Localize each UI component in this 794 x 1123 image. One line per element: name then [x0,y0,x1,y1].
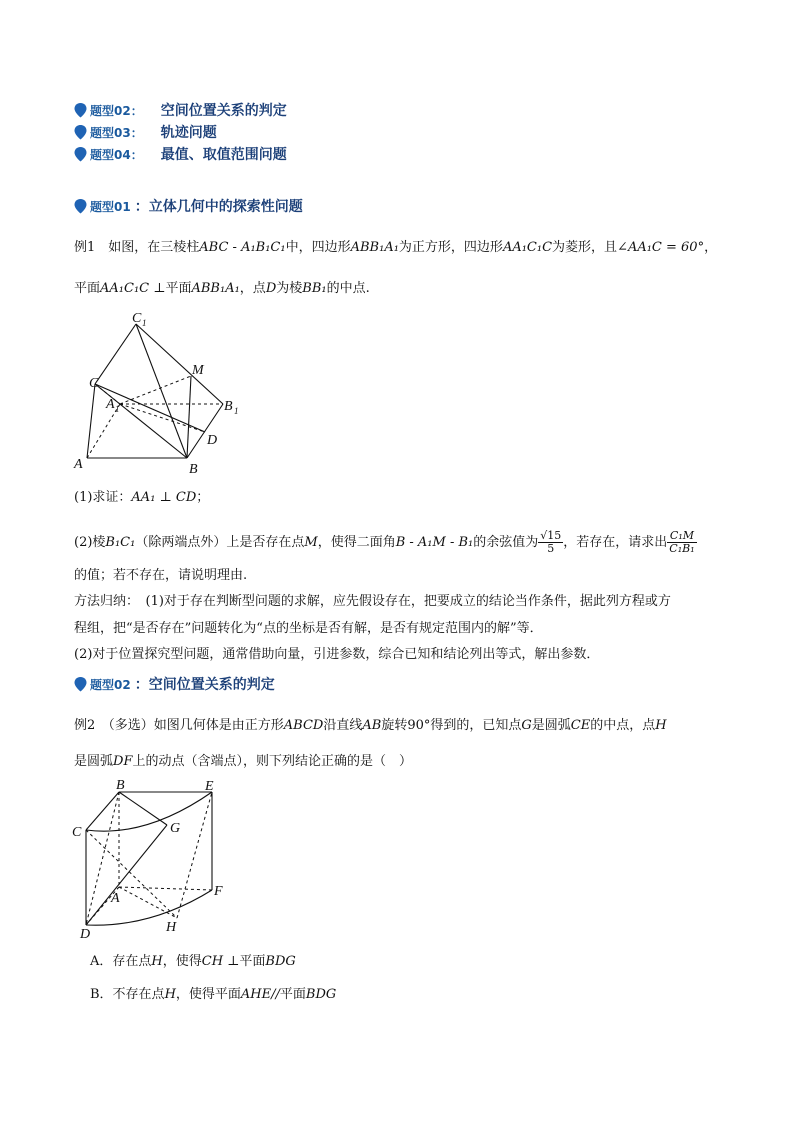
fraction-c1m-over-c1b1: $\frac{\text{C₁M}}{\text{C₁B₁}}$ [669,529,695,555]
section-heading-01 [74,196,303,216]
svg-text:B: B [116,778,125,793]
question-2-line1: (2)棱B₁C₁（除两端点外）上是否存在点M，使得二面角B - A₁M - B₁的余弦值为 $\frac{√15}{5}$ ，若存在，请求出 $\frac{\text{C₁M}}{\text{C₁B₁}}$ [74,529,695,555]
svg-text:D: D [80,927,91,942]
location-pin-icon [74,103,87,118]
location-pin-icon [74,125,87,140]
section-heading-02 [74,674,275,694]
svg-text:1: 1 [142,318,147,328]
method-line2: 程组，把“是否存在”问题转化为“点的坐标是否有解，是否有规定范围内的解”等． [74,621,543,636]
svg-text:B: B [224,399,233,414]
example1-line2: 平面AA₁C₁C ⊥平面ABB₁A₁，点D为棱BB₁的中点. [74,281,370,296]
svg-text:A: A [111,891,120,906]
svg-text:C: C [132,311,142,326]
toc-tag: 题型04： [90,147,143,162]
option-b[interactable]: B．不存在点H，使得平面AHE//平面BDG [90,987,337,1002]
fraction-sqrt15-over-5: $\frac{√15}{5}$ [540,529,562,555]
svg-text:M: M [192,363,204,378]
svg-text:E: E [205,779,214,794]
svg-text:C: C [89,376,99,391]
toc-title: 空间位置关系的判定 [160,103,287,119]
example2-line1: 例2 （多选）如图几何体是由正方形ABCD沿直线AB旋转90°得到的，已知点G是圆弧CE的中点，点H [74,718,667,733]
svg-text:B: B [189,462,198,477]
example2-line2: 是圆弧DF上的动点（含端点），则下列结论正确的是（ ） [74,754,412,769]
svg-text:H: H [166,920,177,935]
method-line1: 方法归纳： (1)对于存在判断型问题的求解，应先假设存在，把要成立的结论当作条件，据此列方程或方 [74,594,671,609]
svg-text:1: 1 [115,404,120,414]
question-1: (1)求证：AA₁ ⊥ CD； [74,490,210,505]
svg-text:A: A [74,457,83,472]
example1-line1: 例1 如图，在三棱柱ABC - A₁B₁C₁中，四边形ABB₁A₁为正方形，四边形AA₁C₁C为菱形，且∠AA₁C = 60°， [74,240,718,255]
section-title: ：立体几何中的探索性问题 [134,199,303,215]
svg-text:G: G [170,821,181,836]
prism-figure [70,308,250,480]
location-pin-icon [74,199,87,214]
svg-text:A: A [106,397,115,412]
toc-tag: 题型03： [90,125,143,140]
toc-tag: 题型02： [90,103,143,118]
toc-item-04[interactable] [74,144,287,164]
svg-text:C: C [72,825,82,840]
section-tag: 题型01 [90,199,131,214]
rotation-solid-figure [66,778,246,943]
location-pin-icon [74,677,87,692]
svg-text:1: 1 [234,406,239,416]
option-a[interactable]: A．存在点H，使得CH ⊥平面BDG [90,954,296,969]
toc-title: 最值、取值范围问题 [160,147,287,163]
toc-title: 轨迹问题 [160,125,217,141]
question-2-line2: 的值；若不存在，请说明理由. [74,568,248,583]
svg-text:F: F [214,884,223,899]
method-line3: (2)对于位置探究型问题，通常借助向量，引进参数，综合已知和结论列出等式，解出参数． [74,647,600,662]
toc-item-02[interactable] [74,100,287,120]
location-pin-icon [74,147,87,162]
toc-item-03[interactable] [74,122,217,142]
svg-text:D: D [207,433,218,448]
section-tag: 题型02 [90,677,131,692]
section-title: ：空间位置关系的判定 [134,677,275,693]
